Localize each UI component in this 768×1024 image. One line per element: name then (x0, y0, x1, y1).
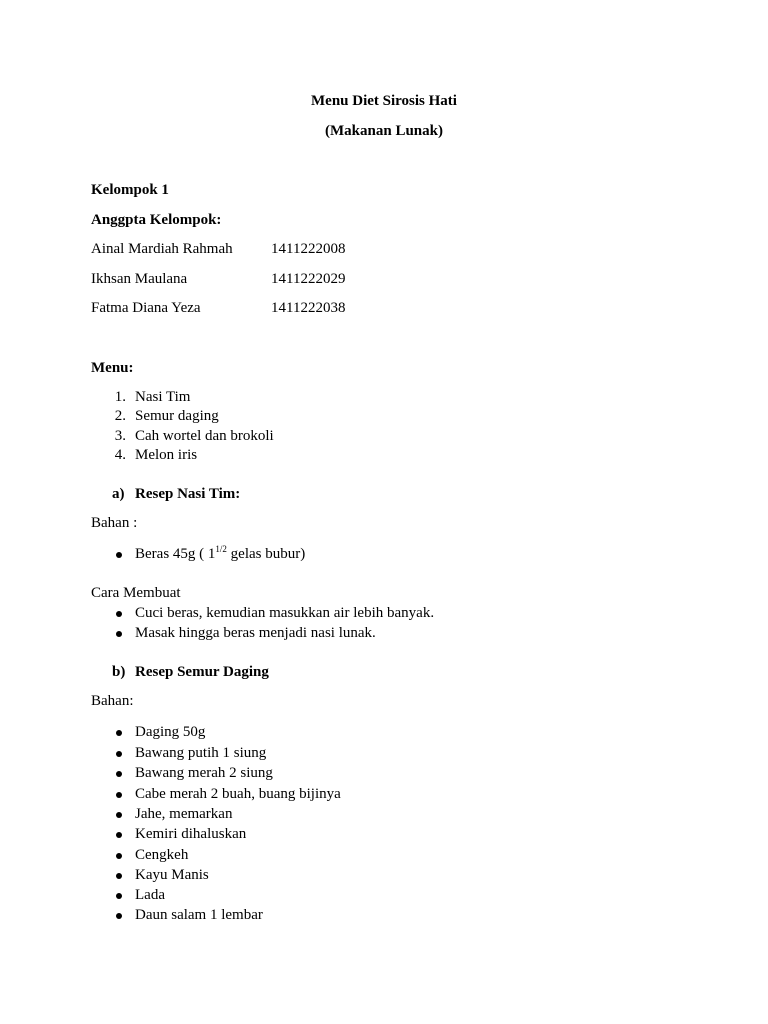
list-text: Bawang merah 2 siung (135, 765, 273, 781)
list-item (0, 545, 768, 563)
bullet-icon (116, 771, 122, 777)
list-item (0, 407, 768, 425)
list-number: 3. (114, 428, 126, 444)
member-name: Ainal Mardiah Rahmah (91, 241, 233, 257)
list-item (0, 723, 768, 741)
bahan-label: Bahan: (91, 693, 134, 709)
list-item (0, 906, 768, 924)
group-label: Kelompok 1 (91, 182, 169, 198)
members-heading: Anggpta Kelompok: (91, 212, 222, 228)
list-item (0, 744, 768, 762)
recipe-title: Resep Semur Daging (135, 664, 269, 680)
list-item (0, 886, 768, 904)
list-text: Cabe merah 2 buah, buang bijinya (135, 786, 341, 802)
list-number: 2. (114, 408, 126, 424)
list-text: Cengkeh (135, 847, 189, 863)
bullet-icon (116, 631, 122, 637)
bullet-icon (116, 853, 122, 859)
list-text: Beras 45g ( $1^{1/2}$ gelas bubur) (135, 544, 306, 562)
page-subtitle: (Makanan Lunak) (325, 123, 443, 139)
member-name: Ikhsan Maulana (91, 271, 188, 287)
list-item (0, 764, 768, 782)
bullet-icon (116, 812, 122, 818)
bullet-icon (116, 832, 122, 838)
list-item (0, 846, 768, 864)
bullet-icon (116, 893, 122, 899)
member-name: Fatma Diana Yeza (91, 300, 201, 316)
recipe-a-heading (0, 485, 768, 503)
bullet-icon (116, 730, 122, 736)
list-item (0, 427, 768, 445)
list-item (0, 446, 768, 464)
list-item (0, 604, 768, 622)
list-text: Lada (135, 887, 165, 903)
list-item (0, 388, 768, 406)
list-text: Melon iris (135, 447, 198, 463)
list-text: Masak hingga beras menjadi nasi lunak. (135, 625, 376, 641)
recipe-title: Resep Nasi Tim: (135, 486, 241, 502)
bullet-icon (116, 611, 122, 617)
list-item (0, 805, 768, 823)
list-text: Semur daging (135, 408, 219, 424)
bullet-icon (116, 552, 122, 558)
list-text: Daun salam 1 lembar (135, 907, 263, 923)
list-item (0, 785, 768, 803)
bullet-icon (116, 792, 122, 798)
page-title: Menu Diet Sirosis Hati (311, 93, 457, 109)
list-text: Jahe, memarkan (135, 806, 233, 822)
list-item (0, 866, 768, 884)
recipe-marker: b) (112, 664, 126, 680)
bullet-icon (116, 751, 122, 757)
recipe-b-heading (0, 663, 768, 681)
member-id: 1411222029 (271, 271, 346, 287)
list-text: Daging 50g (135, 724, 206, 740)
bahan-label: Bahan : (91, 515, 138, 531)
member-id: 1411222038 (271, 300, 346, 316)
list-text: Kemiri dihaluskan (135, 826, 247, 842)
cara-membuat-label: Cara Membuat (91, 585, 181, 601)
recipe-marker: a) (112, 486, 125, 502)
list-text: Bawang putih 1 siung (135, 745, 267, 761)
list-number: 1. (114, 389, 126, 405)
list-item (0, 624, 768, 642)
menu-heading: Menu: (91, 360, 134, 376)
list-text: Kayu Manis (135, 867, 209, 883)
member-id: 1411222008 (271, 241, 346, 257)
list-text: Cah wortel dan brokoli (135, 428, 274, 444)
bullet-icon (116, 873, 122, 879)
list-text: Cuci beras, kemudian masukkan air lebih banyak. (135, 605, 435, 621)
list-item (0, 825, 768, 843)
bullet-icon (116, 913, 122, 919)
list-text: Nasi Tim (135, 389, 191, 405)
list-number: 4. (114, 447, 126, 463)
